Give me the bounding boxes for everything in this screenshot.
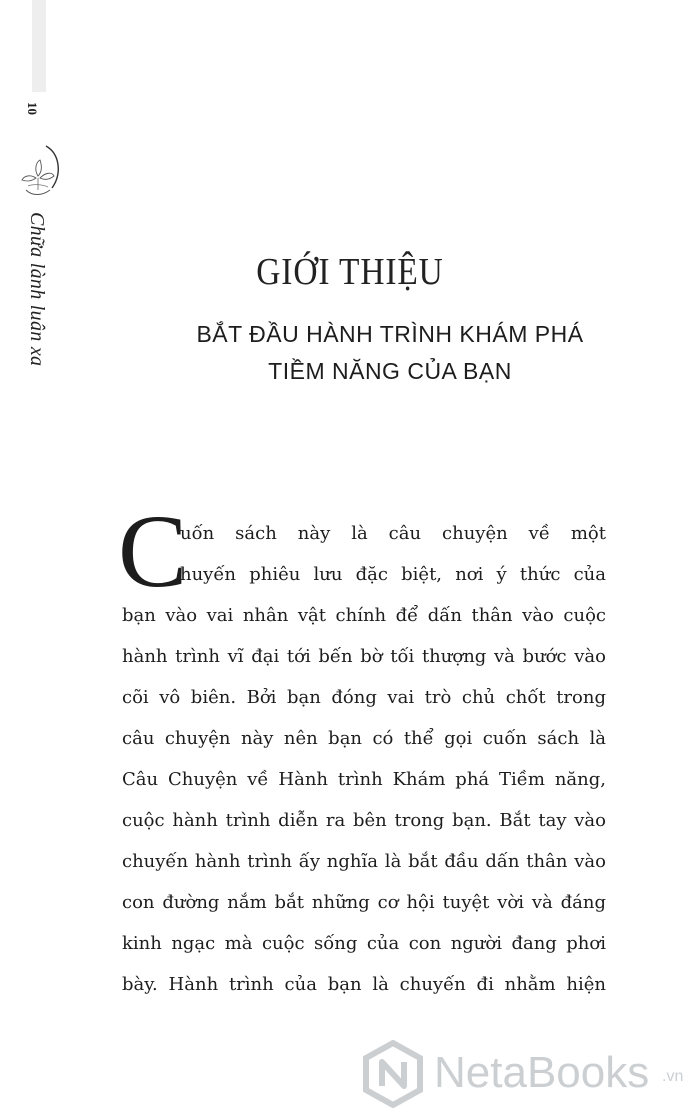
chapter-subtitle-line: TIỀM NĂNG CỦA BẠN (268, 358, 512, 384)
running-book-title: Chữa lành luân xa (26, 212, 48, 367)
page-edge-band (32, 0, 46, 92)
body-line: Câu Chuyện về Hành trình Khám phá Tiềm năng, (122, 769, 606, 790)
body-line: bạn vào vai nhân vật chính để dấn thân vào cuộc (122, 605, 606, 626)
netabooks-watermark (362, 1038, 692, 1110)
watermark-brand: NetaBooks (434, 1048, 650, 1097)
body-line: uốn sách này là câu chuyện về một (180, 523, 606, 544)
chapter-subtitle (90, 316, 690, 390)
body-line: cuộc hành trình diễn ra bên trong bạn. Bắt tay vào (122, 810, 606, 831)
body-line: bày. Hành trình của bạn là chuyến đi nhằm hiện (122, 974, 606, 995)
drop-cap: C (118, 494, 188, 609)
body-line: chuyến hành trình ấy nghĩa là bắt đầu dấn thân vào (122, 851, 606, 872)
body-line: huyến phiêu lưu đặc biệt, nơi ý thức của (180, 564, 606, 585)
body-line: câu chuyện này nên bạn có thể gọi cuốn sách là (122, 728, 606, 749)
watermark-suffix: .vn (662, 1068, 684, 1085)
body-line: kinh ngạc mà cuộc sống của con người đang phơi (122, 933, 606, 954)
body-line: con đường nắm bắt những cơ hội tuyệt vời và đáng (122, 892, 606, 913)
netabooks-logo-icon (362, 1040, 424, 1108)
chapter-title: GIỚI THIỆU (256, 251, 444, 293)
body-line: hành trình vĩ đại tới bến bờ tối thượng và bước vào (122, 646, 606, 667)
page-number: 10 (25, 102, 40, 115)
chapter-subtitle-line: BẮT ĐẦU HÀNH TRÌNH KHÁM PHÁ (196, 321, 584, 347)
lotus-icon (16, 140, 72, 202)
body-line: cõi vô biên. Bởi bạn đóng vai trò chủ chốt trong (122, 687, 606, 708)
body-paragraph (122, 513, 606, 1005)
